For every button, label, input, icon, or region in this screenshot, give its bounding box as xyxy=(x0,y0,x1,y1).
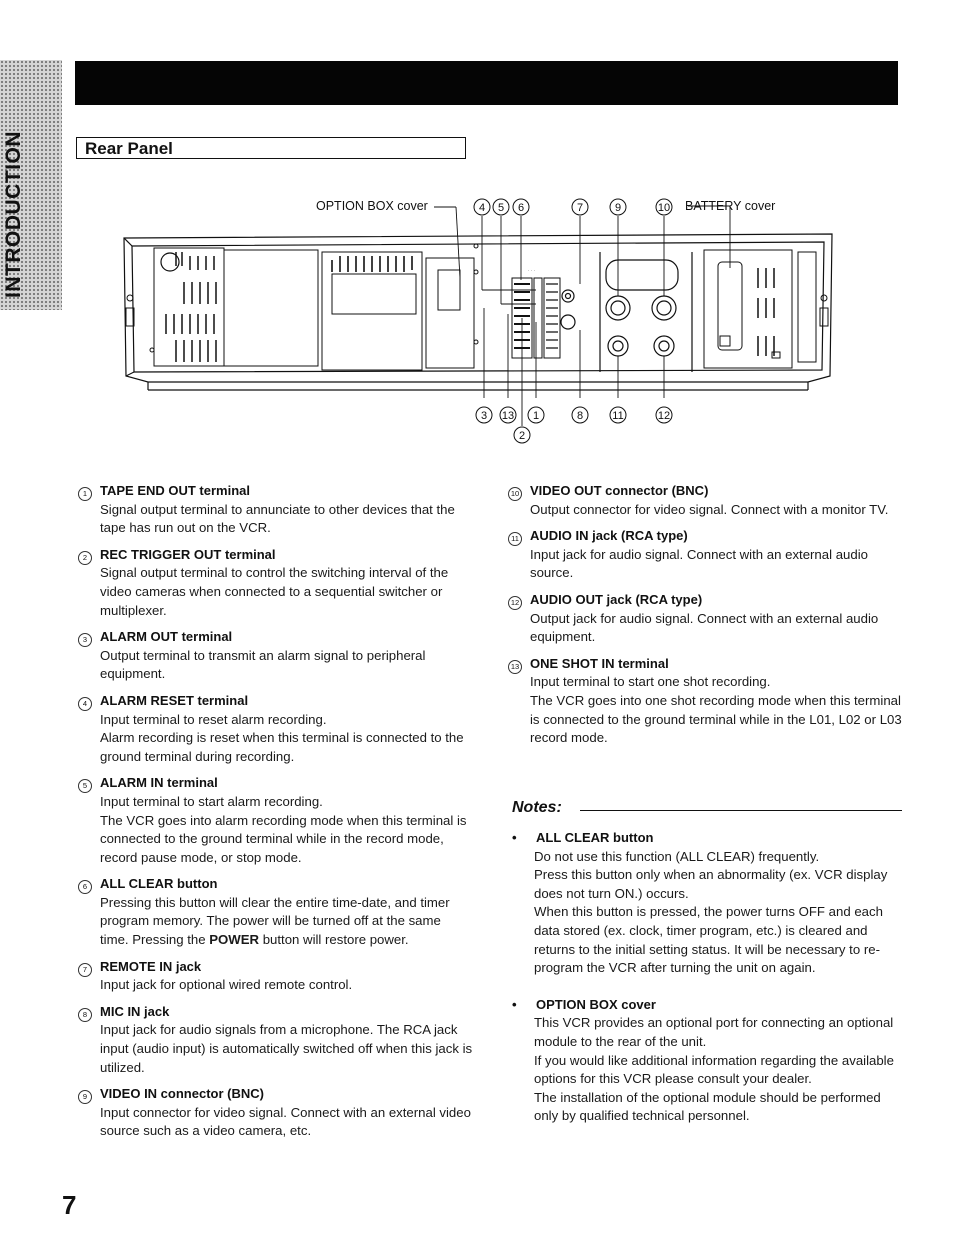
item-title: TAPE END OUT terminal xyxy=(100,483,251,498)
callout-leaders xyxy=(434,206,730,426)
callout-13 xyxy=(500,407,516,423)
svg-text:12: 12 xyxy=(657,410,671,422)
notes-list xyxy=(510,829,905,1144)
item-video-in xyxy=(78,1085,473,1141)
note-text: If you would like additional information regarding the available options for this VCR please consult your dealer. xyxy=(534,1052,894,1087)
callout-numbers-bottom xyxy=(476,407,672,443)
item-audio-out xyxy=(508,591,903,647)
connector-group xyxy=(561,252,692,372)
item-text: Input jack for audio signals from a microphone. The RCA jack input (audio input) is automatically switched off when this jack is utilized. xyxy=(100,1022,473,1075)
item-text: Pressing this button will clear the entire time-date, and timer program memory. The power will be turned off at the same time. Pressing the POWER button will restore power. xyxy=(100,894,450,948)
right-column xyxy=(508,482,903,756)
item-text: Signal output terminal to control the switching interval of the video cameras when connected to a sequential switcher or multiplexer. xyxy=(100,565,449,618)
svg-text:11: 11 xyxy=(612,410,624,422)
callout-4 xyxy=(474,199,490,215)
item-text: The VCR goes into one shot recording mode when this terminal is connected to the ground terminal while in the L01, L02 or L03 record mode. xyxy=(530,692,902,746)
item-title: AUDIO IN jack (RCA type) xyxy=(530,528,688,544)
bullet-dot: • xyxy=(512,996,517,1012)
item-number: 10 xyxy=(508,487,522,501)
svg-text:7: 7 xyxy=(576,202,584,214)
svg-text:5: 5 xyxy=(497,202,505,214)
item-mic-in xyxy=(78,1003,473,1077)
note-option-box-cover xyxy=(510,996,905,1126)
center-panels xyxy=(224,244,478,370)
power-keyword: POWER xyxy=(209,932,260,948)
callout-5 xyxy=(493,199,509,215)
left-vent-grille xyxy=(154,248,224,366)
bullet-dot: • xyxy=(512,830,517,845)
callout-12 xyxy=(656,407,672,423)
left-column xyxy=(78,482,473,1149)
item-alarm-out xyxy=(78,628,473,684)
item-text: Alarm recording is reset when this terminal is connected to the ground terminal during recording. xyxy=(100,730,464,764)
item-title: ALARM RESET terminal xyxy=(100,692,249,708)
item-tape-end-out xyxy=(78,482,473,538)
callout-10 xyxy=(656,199,672,215)
callout-11 xyxy=(610,407,626,423)
note-all-clear xyxy=(510,829,905,978)
callout-6 xyxy=(513,199,529,215)
item-title: MIC IN jack xyxy=(100,1003,170,1019)
svg-text:13: 13 xyxy=(501,410,515,422)
callout-1 xyxy=(528,407,544,423)
notes-label: Notes: xyxy=(512,799,562,816)
item-alarm-in xyxy=(78,774,473,867)
item-text: Input terminal to start one shot recording. xyxy=(530,674,771,690)
svg-text:2: 2 xyxy=(518,430,526,442)
item-text: Signal output terminal to annunciate to other devices that the tape has run out on the VCR. xyxy=(100,501,455,536)
item-number: 12 xyxy=(508,596,522,610)
item-number: 1 xyxy=(78,487,92,501)
item-title: REC TRIGGER OUT terminal xyxy=(100,546,276,562)
item-number: 4 xyxy=(78,697,92,711)
option-box-cover-label: OPTION BOX cover xyxy=(316,199,428,213)
note-title: OPTION BOX cover xyxy=(536,996,656,1012)
notes-heading xyxy=(512,799,902,823)
page-number: 7 xyxy=(62,1190,77,1220)
left-mount-hardware xyxy=(126,295,154,352)
item-text: The VCR goes into alarm recording mode when this terminal is connected to the ground terminal while in the record mode, record pause mode, or stop mode. xyxy=(100,812,467,865)
note-text: When this button is pressed, the power turns OFF and each data stored (ex. clock, timer program, etc.) is cleared and returns to the initial setting status. It will be necessary to re-program the VCR after turning the unit on again. xyxy=(534,904,883,976)
svg-text:6: 6 xyxy=(517,202,525,214)
svg-text:3: 3 xyxy=(480,410,488,422)
item-title: ALARM OUT terminal xyxy=(100,629,233,645)
item-all-clear xyxy=(78,875,473,949)
note-text: Press this button only when an abnormality (ex. VCR display does not turn ON.) occurs. xyxy=(534,867,888,901)
svg-text:8: 8 xyxy=(576,410,584,422)
item-text: Input terminal to reset alarm recording. xyxy=(100,711,327,727)
note-text: The installation of the optional module should be performed only by qualified technical personnel. xyxy=(534,1089,881,1124)
battery-cover-label: BATTERY cover xyxy=(685,199,776,213)
item-text: Input connector for video signal. Connect with an external video source such as a video camera, etc. xyxy=(100,1104,471,1139)
section-title-box xyxy=(76,137,466,159)
item-number: 2 xyxy=(78,551,92,565)
item-one-shot-in xyxy=(508,655,903,748)
panel-tiny-text: · · · xyxy=(528,268,535,273)
item-number: 6 xyxy=(78,880,92,894)
rear-panel-diagram xyxy=(118,190,838,450)
item-text: Input jack for optional wired remote control. xyxy=(100,977,353,993)
callout-9 xyxy=(610,199,626,215)
item-number: 8 xyxy=(78,1008,92,1022)
item-text: Input jack for audio signal. Connect with an external audio source. xyxy=(530,546,868,581)
item-audio-in xyxy=(508,527,903,583)
item-number: 13 xyxy=(508,660,522,674)
item-number: 5 xyxy=(78,779,92,793)
note-text: Do not use this function (ALL CLEAR) frequently. xyxy=(534,848,820,864)
callout-3 xyxy=(476,407,492,423)
item-rec-trigger-out xyxy=(78,546,473,620)
item-text: Input terminal to start alarm recording. xyxy=(100,793,323,809)
item-text: Output jack for audio signal. Connect with an external audio equipment. xyxy=(530,610,879,645)
side-section-tab xyxy=(0,60,62,310)
item-title: VIDEO OUT connector (BNC) xyxy=(530,483,709,498)
svg-text:1: 1 xyxy=(532,410,540,422)
item-number: 3 xyxy=(78,633,92,647)
notes-rule xyxy=(580,810,902,811)
note-title: ALL CLEAR button xyxy=(536,830,654,845)
item-title: ALARM IN terminal xyxy=(100,775,218,791)
callout-8 xyxy=(572,407,588,423)
item-text: Output terminal to transmit an alarm signal to peripheral equipment. xyxy=(100,647,426,682)
svg-text:9: 9 xyxy=(614,202,622,214)
svg-text:4: 4 xyxy=(478,202,486,214)
svg-text:10: 10 xyxy=(657,202,671,214)
rear-panel-figure xyxy=(118,190,838,450)
item-title: AUDIO OUT jack (RCA type) xyxy=(530,591,703,607)
item-title: REMOTE IN jack xyxy=(100,958,202,974)
item-title: ALL CLEAR button xyxy=(100,876,218,892)
item-number: 9 xyxy=(78,1090,92,1104)
vcr-chassis xyxy=(124,234,832,390)
section-title: Rear Panel xyxy=(85,139,173,158)
note-text: This VCR provides an optional port for connecting an optional module to the rear of the unit. xyxy=(534,1015,894,1049)
callout-numbers-top xyxy=(474,199,672,215)
item-text: Output connector for video signal. Connect with a monitor TV. xyxy=(530,501,889,517)
item-title: VIDEO IN connector (BNC) xyxy=(100,1086,264,1102)
item-alarm-reset xyxy=(78,692,473,766)
side-tab-label: INTRODUCTION xyxy=(2,131,25,298)
item-remote-in xyxy=(78,958,473,995)
right-battery-area xyxy=(704,250,828,368)
callout-7 xyxy=(572,199,588,215)
item-number: 7 xyxy=(78,963,92,977)
item-video-out xyxy=(508,482,903,519)
item-title: ONE SHOT IN terminal xyxy=(530,655,669,671)
header-bar xyxy=(75,61,898,105)
item-number: 11 xyxy=(508,532,522,546)
callout-2 xyxy=(514,427,530,443)
